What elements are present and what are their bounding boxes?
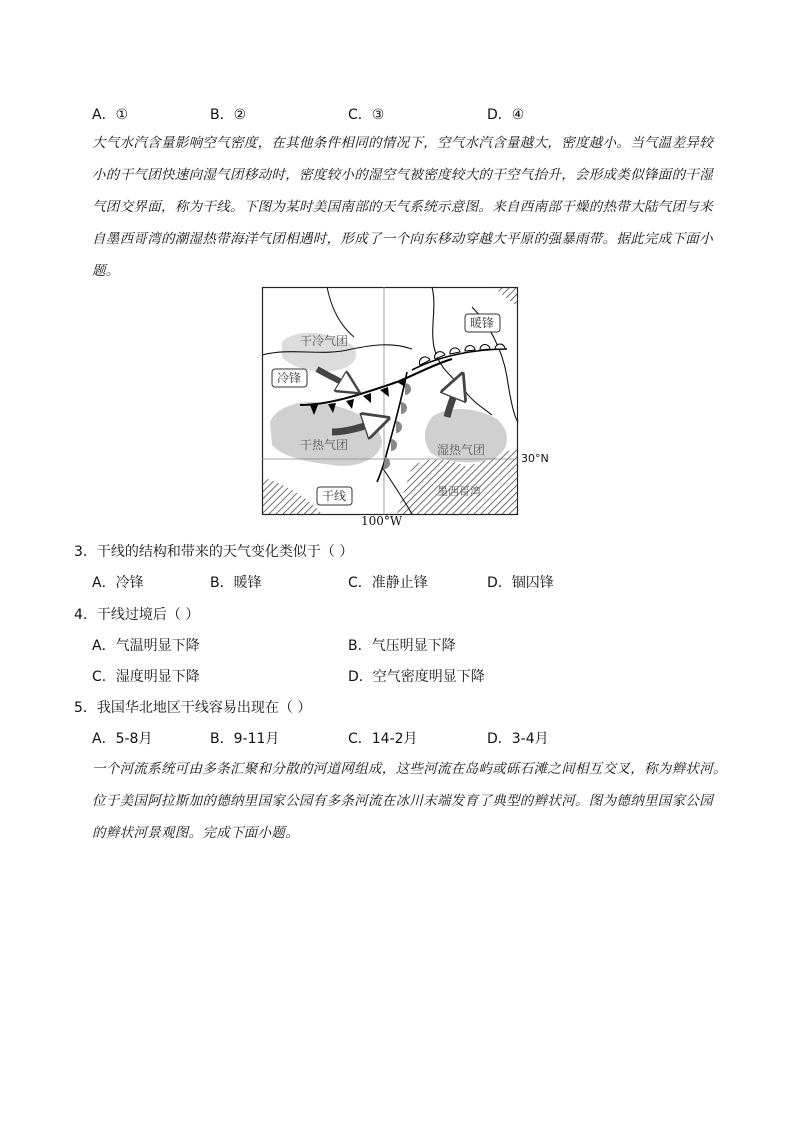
prev-option-d: D．④ [487, 107, 525, 123]
q3-option-c: C．准静止锋 [348, 575, 428, 591]
warm-front-label: 暖锋 [469, 316, 495, 330]
q4-option-c: C．湿度明显下降 [92, 669, 200, 685]
intro-paragraph-2 [92, 753, 728, 849]
weather-system-map [262, 287, 549, 515]
intro1-line: 大气水汽含量影响空气密度，在其他条件相同的情况下，空气水汽含量越大，密度越小。当气温差异较 [92, 135, 713, 151]
q3-option-b: B．暖锋 [210, 575, 262, 591]
q3-option-d: D．锢囚锋 [487, 575, 554, 591]
question-5: 5．我国华北地区干线容易出现在（ ） [74, 700, 312, 716]
q4-option-d: D．空气密度明显下降 [348, 669, 485, 685]
prev-option-a: A．① [92, 107, 129, 123]
intro1-line: 题。 [92, 263, 120, 279]
prev-option-c: C．③ [348, 107, 385, 123]
lat-label: 30°N [521, 452, 549, 465]
q4-option-a: A．气温明显下降 [92, 638, 200, 654]
question-4: 4．干线过境后（ ） [74, 607, 200, 623]
wet-hot-label: 湿热气团 [437, 443, 486, 457]
intro1-line: 气团交界面，称为干线。下图为某时美国南部的天气系统示意图。来自西南部干燥的热带大陆气团与来 [92, 199, 713, 215]
dry-hot-label: 干热气团 [300, 438, 349, 452]
lon-label: 100°W [361, 514, 403, 528]
q4-option-b: B．气压明显下降 [348, 638, 456, 654]
q5-option-a: A．5-8月 [92, 731, 153, 747]
cold-front-label: 冷锋 [276, 371, 302, 385]
intro1-line: 小的干气团快速向湿气团移动时，密度较小的湿空气被密度较大的干空气抬升，会形成类似锋面的干湿 [92, 167, 713, 183]
dry-cold-label: 干冷气团 [300, 334, 349, 348]
q5-option-b: B．9-11月 [210, 731, 280, 747]
intro2-line: 位于美国阿拉斯加的德纳里国家公园有多条河流在冰川末端发育了典型的辫状河。图为德纳里国家公园 [92, 793, 713, 809]
q3-option-a: A．冷锋 [92, 575, 144, 591]
intro-paragraph-1 [92, 127, 728, 287]
q5-option-d: D．3-4月 [487, 731, 549, 747]
prev-option-b: B．② [210, 107, 247, 123]
intro2-line: 一个河流系统可由多条汇聚和分散的河道网组成，这些河流在岛屿或砾石滩之间相互交叉，称为辫状河。 [92, 761, 727, 777]
dry-line-label: 干线 [321, 489, 347, 503]
q5-option-c: C．14-2月 [348, 731, 418, 747]
gulf-label: 墨西哥湾 [437, 485, 481, 498]
intro2-line: 的辫状河景观图。完成下面小题。 [92, 825, 299, 841]
question-3: 3．干线的结构和带来的天气变化类似于（ ） [74, 544, 354, 560]
intro1-line: 自墨西哥湾的潮湿热带海洋气团相遇时，形成了一个向东移动穿越大平原的强暴雨带。据此完成下面小 [92, 231, 713, 247]
